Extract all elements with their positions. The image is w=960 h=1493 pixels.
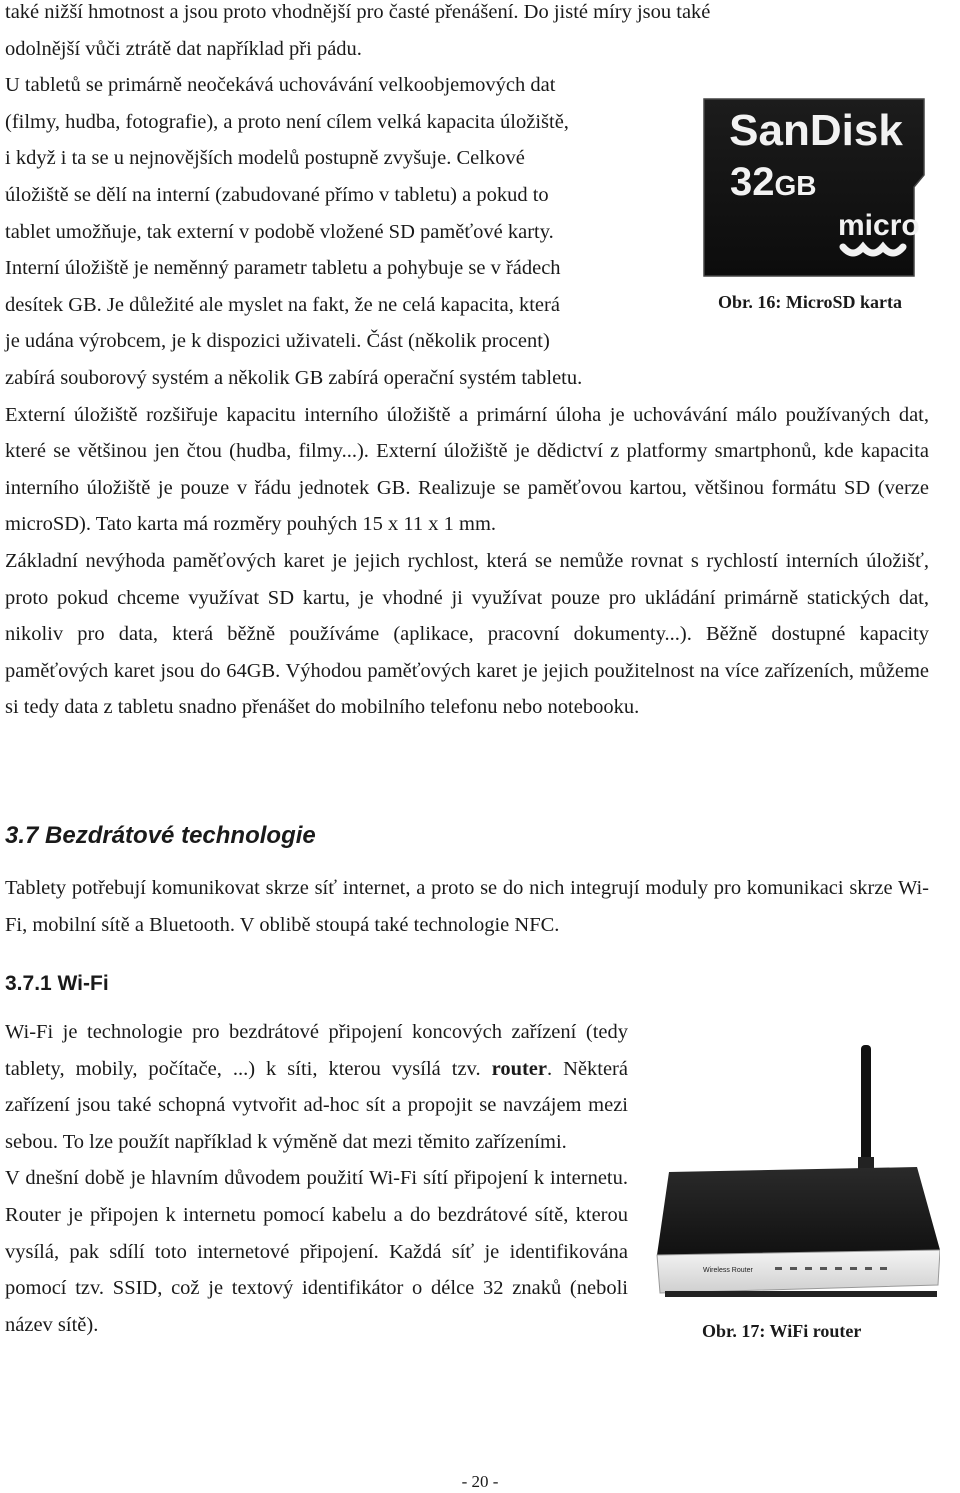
wifi-text: Wi-Fi je technologie pro bezdrátové připojení koncových zařízení (tedy tablety, mobily, počítače, ...) k síti, kterou vysílá tzv. xyxy=(5,1021,628,1080)
paragraph-line: i když i ta se u nejnovějších modelů postupně zvyšuje. Celkové xyxy=(5,147,525,170)
wifi-text: . Některá zařízení jsou také schopná vytvořit ad-hoc sít a propojit se navzájem mezi sebou. To lze použít například k výměně dat mezi těmito zařízeními. xyxy=(5,1057,628,1153)
router-term: router xyxy=(491,1057,547,1080)
router-base xyxy=(665,1291,937,1297)
wifi-paragraph-2: V dnešní době je hlavním důvodem použití Wi-Fi sítí připojení k internetu. Router je připojen k internetu pomocí kabelu a do bezdrátové sítě, kterou vysílá, pak sdílí toto internetové připojení. Každá síť je identifikována pomocí tzv. SSID, což je textový identifikátor o délce 32 znaků (neboli název sítě). xyxy=(5,1167,628,1336)
external-storage-paragraph: Externí úložiště rozšiřuje kapacitu interního úložiště a primární úloha je uchovávání málo používaných dat, které se většinou jen čtou (hudba, filmy...). Externí úložiště je dědictví z platformy smartphonů, kde kapacita interního úložiště je pouze v řádu jednotek GB. Realizuje se paměťovou kartou, většinou formátu SD (verze microSD). Tato karta má rozměry pouhých 15 x 11 x 1 mm. xyxy=(5,403,929,536)
paragraph-line: odolnější vůči ztrátě dat například při pádu. xyxy=(5,37,362,60)
capacity-unit: GB xyxy=(774,170,817,201)
paragraph-line: zabírá souborový systém a několik GB zabírá operační systém tabletu. xyxy=(5,366,583,389)
paragraph-line: také nižší hmotnost a jsou proto vhodnější pro časté přenášení. Do jisté míry jsou také xyxy=(5,1,711,23)
section-body xyxy=(5,870,929,943)
section-paragraph: Tablety potřebují komunikovat skrze síť internet, a proto se do nich integrují moduly pro komunikaci skrze Wi-Fi, mobilní sítě a Bluetooth. V oblibě stoupá také technologie NFC. xyxy=(5,877,929,936)
paragraph-line: desítek GB. Je důležité ale myslet na fakt, že ne celá kapacita, která xyxy=(5,293,560,316)
paragraph-line: úložiště se dělí na interní (zabudované přímo v tabletu) a pokud to xyxy=(5,183,549,206)
page-number: - 20 - xyxy=(461,1472,499,1491)
wifi-text-block xyxy=(5,1014,628,1343)
paragraph-line: U tabletů se primárně neočekává uchovávání velkoobjemových dat xyxy=(5,74,556,97)
router-label: Wireless Router xyxy=(703,1267,753,1274)
subsection-heading: 3.7.1 Wi-Fi xyxy=(5,972,109,995)
router-top xyxy=(657,1167,940,1255)
antenna-icon xyxy=(861,1045,871,1165)
router-front xyxy=(657,1250,940,1293)
microsd-card-image xyxy=(700,95,930,280)
paragraph-line: (filmy, hudba, fotografie), a proto není cílem velká kapacita úložiště, xyxy=(5,110,569,133)
section-heading: 3.7 Bezdrátové technologie xyxy=(5,822,316,849)
figure-caption: Obr. 16: MicroSD karta xyxy=(718,292,902,312)
sandisk-brand-text: SanDisk xyxy=(729,106,903,155)
wifi-paragraph-1 xyxy=(5,1014,628,1160)
paragraph-line: Interní úložiště je neměnný parametr tabletu a pohybuje se v řádech xyxy=(5,257,561,280)
paragraph-line: tablet umožňuje, tak externí v podobě vložené SD paměťové karty. xyxy=(5,220,554,243)
capacity-number: 32 xyxy=(730,160,775,204)
paragraph-line: je udána výrobcem, je k dispozici uživateli. Část (několik procent) xyxy=(5,330,550,353)
wifi-router-image xyxy=(655,1045,940,1310)
micro-logo-text: micro xyxy=(838,209,920,242)
figure-caption: Obr. 17: WiFi router xyxy=(702,1321,862,1341)
memory-card-paragraph: Základní nevýhoda paměťových karet je jejich rychlost, která se nemůže rovnat s rychlostí interních úložišť, proto pokud chceme využívat SD kartu, je vhodné ji využívat pouze pro ukládání primárně statických dat, nikoliv pro data, která běžně používáme (aplikace, pracovní dokumenty...). Běžně dostupné kapacity paměťových karet jsou do 64GB. Výhodou paměťových karet je jejich použitelnost na více zařízeních, můžeme si tedy data z tabletu snadno přenášet do mobilního telefonu nebo notebooku. xyxy=(5,549,929,719)
storage-paragraph xyxy=(5,67,687,360)
